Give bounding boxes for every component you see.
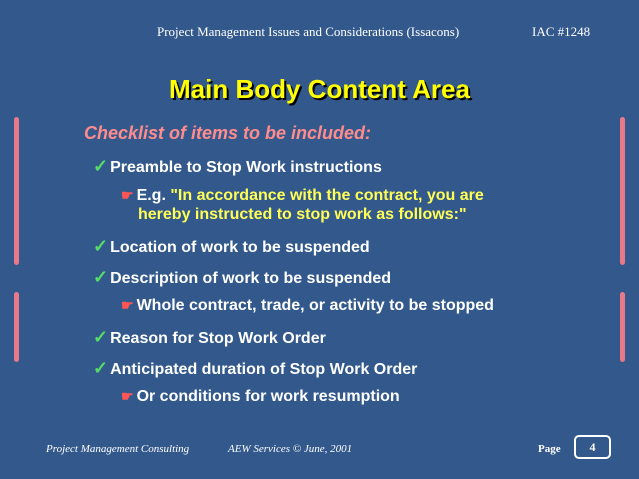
list-item (93, 267, 391, 288)
check-icon: ✓ (93, 236, 109, 256)
header (0, 24, 639, 40)
sub-item-label: Or conditions for work resumption (136, 388, 400, 405)
sub-item-label: Whole contract, trade, or activity to be stopped (136, 297, 494, 314)
right-side-bar-lower (620, 292, 625, 362)
checklist-title: Checklist of items to be included: (84, 123, 372, 143)
check-icon: ✓ (93, 156, 109, 176)
check-icon: ✓ (93, 327, 109, 347)
pointing-hand-icon: ☛ (121, 388, 134, 404)
pointing-hand-icon: ☛ (121, 187, 134, 203)
list-item (93, 358, 417, 379)
pointing-hand-icon: ☛ (121, 297, 134, 313)
sub-item-conditions (121, 388, 400, 406)
list-item (93, 236, 370, 257)
example-quote-line2: hereby instructed to stop work as follows:" (138, 206, 467, 223)
list-item-label: Preamble to Stop Work instructions (110, 159, 382, 176)
list-item (93, 156, 382, 177)
check-icon: ✓ (93, 358, 109, 378)
list-item-label: Description of work to be suspended (110, 270, 392, 287)
footer-page-label: Page (538, 443, 561, 455)
left-side-bar-upper (14, 117, 19, 265)
sub-item-whole-contract (121, 297, 494, 315)
footer-copyright: AEW Services © June, 2001 (228, 443, 353, 455)
footer-company: Project Management Consulting (46, 443, 190, 455)
header-title: Project Management Issues and Considerations (Issacons) (157, 24, 460, 39)
header-id: IAC #1248 (532, 24, 591, 39)
main-title: Main Body Content Area (169, 74, 470, 104)
example-prefix: E.g. (136, 187, 171, 204)
left-side-bar-lower (14, 292, 19, 362)
list-item-label: Location of work to be suspended (110, 239, 370, 256)
list-item (93, 327, 326, 348)
right-side-bar-upper (620, 117, 625, 265)
example-quote-line1: "In accordance with the contract, you are (170, 187, 484, 204)
page-number-box: 4 (574, 435, 611, 459)
list-item-label: Reason for Stop Work Order (110, 330, 326, 347)
check-icon: ✓ (93, 267, 109, 287)
list-item-label: Anticipated duration of Stop Work Order (110, 361, 418, 378)
sub-item-example (121, 187, 484, 205)
